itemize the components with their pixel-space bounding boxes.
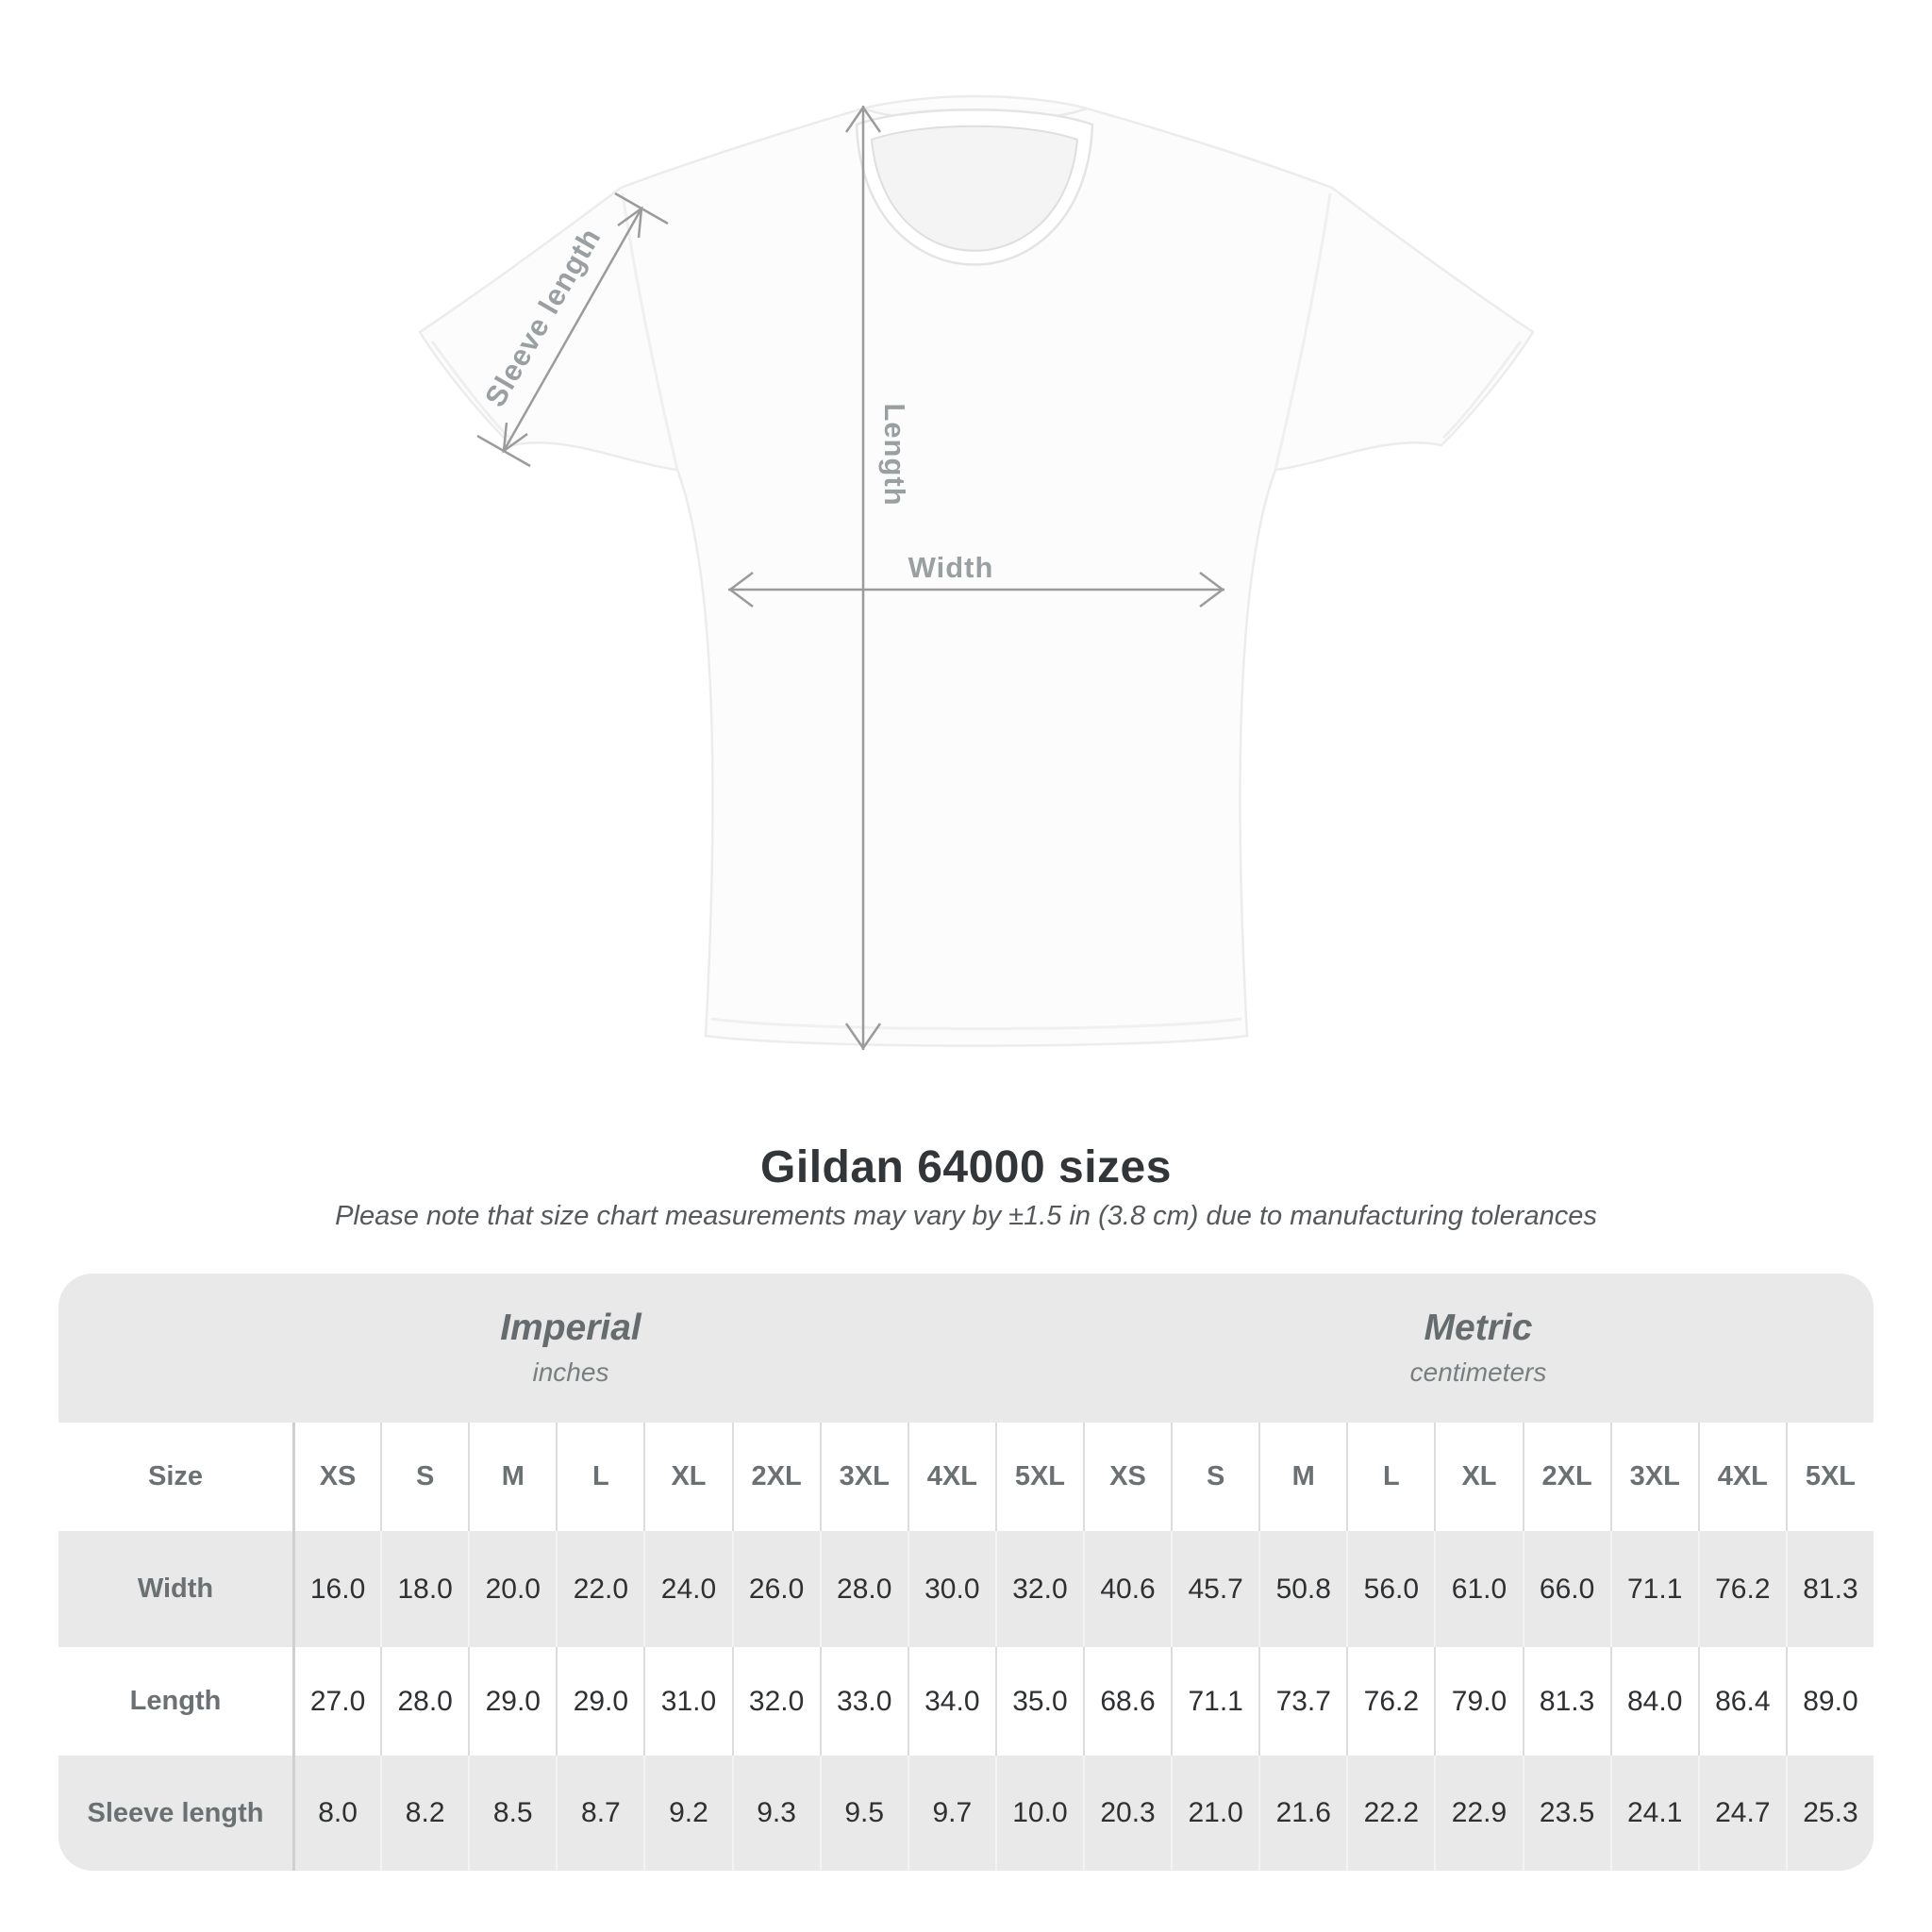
- value-cell: 9.3: [732, 1756, 820, 1871]
- unit-group-row: [58, 1274, 1874, 1423]
- value-cell: 8.2: [380, 1756, 468, 1871]
- value-cell: 9.7: [908, 1756, 995, 1871]
- value-cell: 24.0: [643, 1531, 731, 1647]
- value-cell: 9.2: [643, 1756, 731, 1871]
- value-cell: 29.0: [556, 1647, 643, 1756]
- value-cell: 30.0: [908, 1531, 995, 1647]
- metric-label: Metric: [1424, 1307, 1533, 1349]
- size-col-header-metric-2xl: 2XL: [1523, 1423, 1610, 1531]
- width-dimension-label: Width: [908, 551, 994, 584]
- size-col-header-metric-5xl: 5XL: [1786, 1423, 1874, 1531]
- size-col-header-metric-3xl: 3XL: [1610, 1423, 1698, 1531]
- size-col-header-metric-xs: XS: [1083, 1423, 1171, 1531]
- value-cell: 22.0: [556, 1531, 643, 1647]
- value-cell: 29.0: [468, 1647, 556, 1756]
- value-cell: 33.0: [820, 1647, 908, 1756]
- value-cell: 50.8: [1258, 1531, 1346, 1647]
- value-cell: 24.1: [1610, 1756, 1698, 1871]
- value-cell: 76.2: [1698, 1531, 1786, 1647]
- value-cell: 18.0: [380, 1531, 468, 1647]
- value-cell: 34.0: [908, 1647, 995, 1756]
- size-col-header-imperial-m: M: [468, 1423, 556, 1531]
- value-cell: 22.9: [1434, 1756, 1522, 1871]
- value-cell: 56.0: [1346, 1531, 1434, 1647]
- value-cell: 9.5: [820, 1756, 908, 1871]
- value-cell: 45.7: [1171, 1531, 1258, 1647]
- imperial-unit-label: inches: [532, 1357, 609, 1388]
- value-cell: 21.0: [1171, 1756, 1258, 1871]
- value-cell: 28.0: [380, 1647, 468, 1756]
- value-cell: 31.0: [643, 1647, 731, 1756]
- value-cell: 26.0: [732, 1531, 820, 1647]
- imperial-label: Imperial: [500, 1307, 641, 1349]
- value-cell: 76.2: [1346, 1647, 1434, 1756]
- value-cell: 20.3: [1083, 1756, 1171, 1871]
- value-cell: 40.6: [1083, 1531, 1171, 1647]
- row-label: Width: [58, 1531, 292, 1647]
- value-cell: 8.7: [556, 1756, 643, 1871]
- value-cell: 86.4: [1698, 1647, 1786, 1756]
- size-col-header-imperial-s: S: [380, 1423, 468, 1531]
- value-cell: 32.0: [732, 1647, 820, 1756]
- tolerance-note: Please note that size chart measurements may vary by ±1.5 in (3.8 cm) due to manufacturing tolerances: [335, 1201, 1597, 1231]
- imperial-group-header: [58, 1274, 1083, 1423]
- size-col-header-imperial-5xl: 5XL: [995, 1423, 1083, 1531]
- value-cell: 71.1: [1171, 1647, 1258, 1756]
- value-cell: 16.0: [292, 1531, 380, 1647]
- value-cell: 81.3: [1523, 1647, 1610, 1756]
- size-col-header-imperial-2xl: 2XL: [732, 1423, 820, 1531]
- value-cell: 79.0: [1434, 1647, 1522, 1756]
- size-col-header-metric-m: M: [1258, 1423, 1346, 1531]
- size-col-header-metric-xl: XL: [1434, 1423, 1522, 1531]
- size-col-header-imperial-4xl: 4XL: [908, 1423, 995, 1531]
- measurement-row: [58, 1756, 1874, 1871]
- measurement-row: [58, 1647, 1874, 1756]
- value-cell: 89.0: [1786, 1647, 1874, 1756]
- row-label: Sleeve length: [58, 1756, 292, 1871]
- value-cell: 24.7: [1698, 1756, 1786, 1871]
- measurement-row: [58, 1531, 1874, 1647]
- size-chart-table: [58, 1274, 1874, 1871]
- value-cell: 8.5: [468, 1756, 556, 1871]
- value-cell: 35.0: [995, 1647, 1083, 1756]
- length-dimension-label: Length: [878, 403, 911, 507]
- size-col-header-imperial-l: L: [556, 1423, 643, 1531]
- size-col-header-metric-l: L: [1346, 1423, 1434, 1531]
- value-cell: 27.0: [292, 1647, 380, 1756]
- value-cell: 25.3: [1786, 1756, 1874, 1871]
- metric-group-header: [1083, 1274, 1874, 1423]
- size-column-header: Size: [58, 1423, 292, 1531]
- value-cell: 22.2: [1346, 1756, 1434, 1871]
- value-cell: 66.0: [1523, 1531, 1610, 1647]
- value-cell: 61.0: [1434, 1531, 1522, 1647]
- value-cell: 10.0: [995, 1756, 1083, 1871]
- size-header-row: [58, 1423, 1874, 1531]
- value-cell: 32.0: [995, 1531, 1083, 1647]
- metric-unit-label: centimeters: [1409, 1357, 1547, 1388]
- size-col-header-imperial-3xl: 3XL: [820, 1423, 908, 1531]
- size-col-header-imperial-xs: XS: [292, 1423, 380, 1531]
- value-cell: 20.0: [468, 1531, 556, 1647]
- value-cell: 81.3: [1786, 1531, 1874, 1647]
- size-col-header-metric-4xl: 4XL: [1698, 1423, 1786, 1531]
- value-cell: 8.0: [292, 1756, 380, 1871]
- page-title: Gildan 64000 sizes: [760, 1142, 1172, 1192]
- value-cell: 73.7: [1258, 1647, 1346, 1756]
- value-cell: 68.6: [1083, 1647, 1171, 1756]
- value-cell: 23.5: [1523, 1756, 1610, 1871]
- value-cell: 71.1: [1610, 1531, 1698, 1647]
- row-label: Length: [58, 1647, 292, 1756]
- sleeve-length-dimension-label: Sleeve length: [478, 222, 608, 413]
- value-cell: 28.0: [820, 1531, 908, 1647]
- size-col-header-metric-s: S: [1171, 1423, 1258, 1531]
- value-cell: 21.6: [1258, 1756, 1346, 1871]
- size-col-header-imperial-xl: XL: [643, 1423, 731, 1531]
- value-cell: 84.0: [1610, 1647, 1698, 1756]
